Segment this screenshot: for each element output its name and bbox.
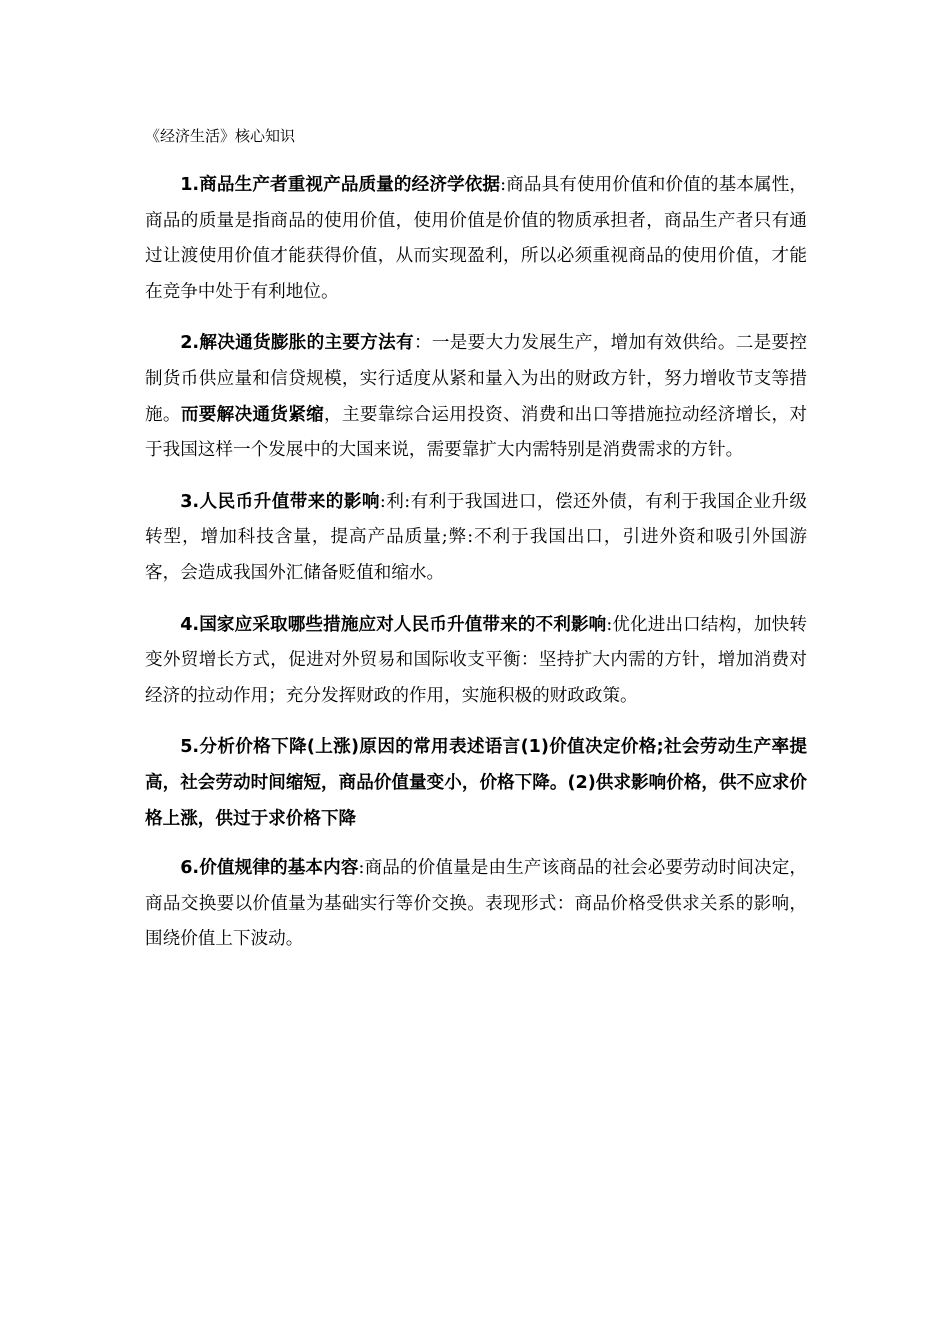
paragraph-6-heading: 6.价值规律的基本内容	[180, 858, 359, 879]
document-title: 《经济生活》核心知识	[145, 127, 296, 145]
paragraph-2-heading: 2.解决通货膨胀的主要方法有	[180, 333, 414, 354]
paragraph-2-body: ：一是要大力发展生产，增加有效供给。二是要控制货币供应量和信贷规模，实行适度从紧和量入为出的财政方针，努力增收节支等措施。	[145, 333, 807, 425]
paragraph-6	[145, 851, 807, 958]
paragraph-3-heading: 3.人民币升值带来的影响	[180, 491, 380, 512]
paragraph-4	[145, 608, 807, 715]
paragraph-3-body: :利:有利于我国进口，偿还外债，有利于我国企业升级转型，增加科技含量，提高产品质量;弊:不利于我国出口，引进外资和吸引外国游客，会造成我国外汇储备贬值和缩水。	[145, 491, 807, 583]
paragraph-2-body-2: ，主要靠综合运用投资、消费和出口等措施拉动经济增长，对于我国这样一个发展中的大国来说，需要靠扩大内需特别是消费需求的方针。	[145, 404, 807, 461]
paragraph-1-body: :商品具有使用价值和价值的基本属性，商品的质量是指商品的使用价值，使用价值是价值的物质承担者，商品生产者只有通过让渡使用价值才能获得价值，从而实现盈利，所以必须重视商品的使用价值，才能在竞争中处于有利地位。	[145, 175, 807, 302]
paragraph-2-subheading: 而要解决通货紧缩	[180, 404, 325, 425]
paragraph-5: 5.分析价格下降(上涨)原因的常用表述语言(1)价值决定价格;社会劳动生产率提高，社会劳动时间缩短，商品价值量变小，价格下降。(2)供求影响价格，供不应求价格上涨，供过于求价格下降	[145, 737, 807, 829]
paragraph-3	[145, 485, 807, 592]
paragraph-2	[145, 326, 807, 468]
paragraph-4-heading: 4.国家应采取哪些措施应对人民币升值带来的不利影响	[180, 614, 607, 635]
paragraph-1-heading: 1.商品生产者重视产品质量的经济学依据	[180, 175, 501, 195]
document-body	[145, 168, 807, 974]
paragraph-4-body: :优化进出口结构，加快转变外贸增长方式，促进对外贸易和国际收支平衡：坚持扩大内需的方针，增加消费对经济的拉动作用；充分发挥财政的作用，实施积极的财政政策。	[145, 614, 807, 706]
paragraph-6-body: :商品的价值量是由生产该商品的社会必要劳动时间决定，商品交换要以价值量为基础实行等价交换。表现形式：商品价格受供求关系的影响，围绕价值上下波动。	[145, 858, 807, 950]
paragraph-1	[145, 168, 807, 310]
